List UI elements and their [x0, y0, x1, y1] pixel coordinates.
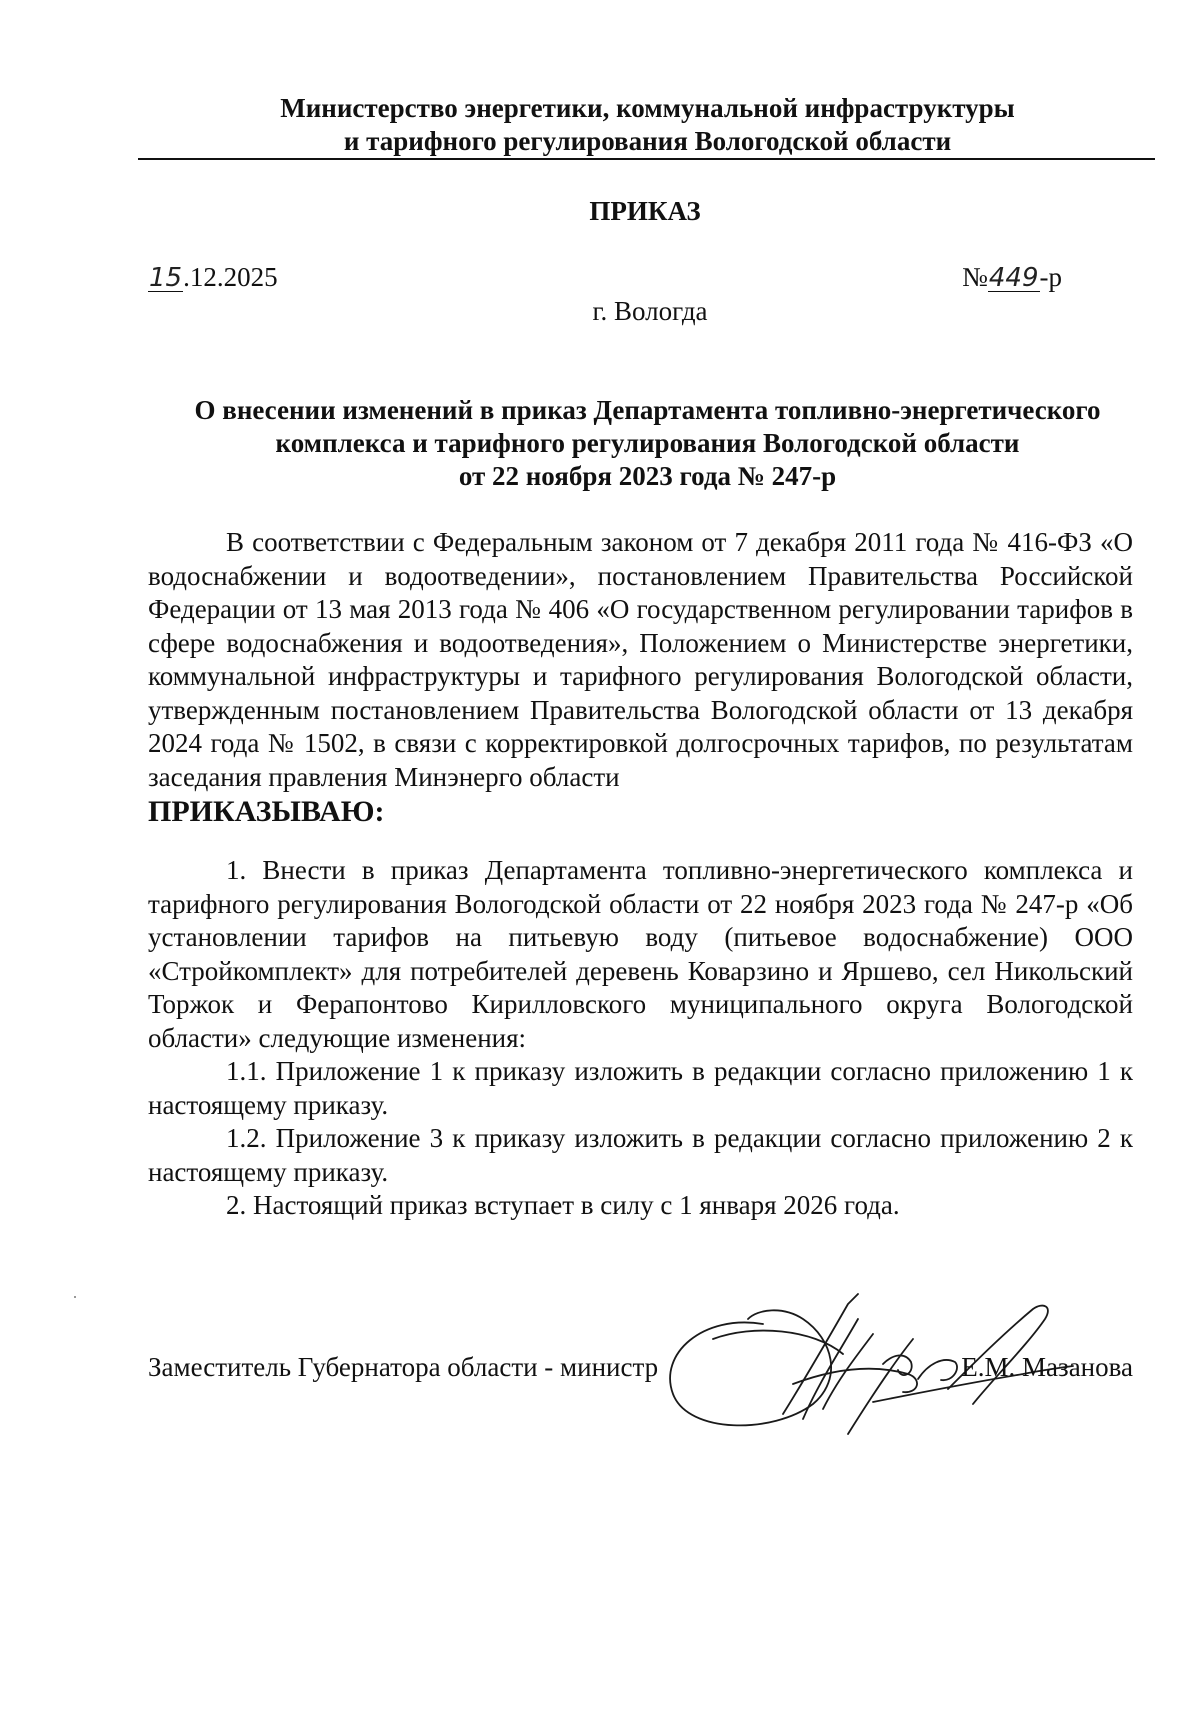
order-item-2: 2. Настоящий приказ вступает в силу с 1 января 2026 года. [226, 1190, 900, 1220]
subject-line-1: О внесении изменений в приказ Департамента топливно-энергетического [194, 395, 1101, 425]
document-number [962, 262, 1062, 293]
document-type-title: ПРИКАЗ [589, 196, 701, 226]
order-item-1: 1. Внести в приказ Департамента топливно-энергетического комплекса и тарифного регулирования Вологодской области от 22 ноября 2023 года № 247-р «Об установлении тарифов на питьевую воду (питьевое водоснабжение) ООО «Стройкомплект» для потребителей деревень Коварзино и Яршево, сел Никольский Торжок и Ферапонтово Кирилловского муниципального округа Вологодской области» следующие изменения: [148, 855, 1133, 1053]
ministry-header [140, 92, 1155, 158]
signatory-name: Е.М. Мазанова [961, 1352, 1133, 1382]
handwritten-number: 449 [988, 263, 1039, 293]
ministry-header-line-1: Министерство энергетики, коммунальной инфраструктуры [280, 93, 1015, 123]
number-suffix: -р [1039, 262, 1062, 292]
document-body [148, 526, 1133, 1223]
spacer [148, 830, 1133, 854]
signatory-role: Заместитель Губернатора области - министр [148, 1352, 659, 1382]
scan-speck [74, 1296, 76, 1298]
number-prefix: № [962, 262, 988, 292]
subject-line-3: от 22 ноября 2023 года № 247-р [458, 461, 837, 491]
ministry-header-line-2: и тарифного регулирования Вологодской области [343, 126, 952, 156]
date-rest: .12.2025 [183, 262, 278, 292]
subject-line-2: комплекса и тарифного регулирования Вологодской области [275, 428, 1020, 458]
order-item-1-1: 1.1. Приложение 1 к приказу изложить в редакции согласно приложению 1 к настоящему приказу. [148, 1056, 1133, 1120]
document-date [148, 262, 278, 293]
order-item-1-2: 1.2. Приложение 3 к приказу изложить в редакции согласно приложению 2 к настоящему приказу. [148, 1123, 1133, 1187]
document-city: г. Вологда [592, 296, 708, 326]
handwritten-day: 15 [149, 263, 183, 293]
document-subject [140, 394, 1155, 493]
preamble-paragraph: В соответствии с Федеральным законом от 7 декабря 2011 года № 416-ФЗ «О водоснабжении и водоотведении», постановлением Правительства Российской Федерации от 13 мая 2013 года № 406 «О государственном регулировании тарифов в сфере водоснабжения и водоотведения», Положением о Министерстве энергетики, коммунальной инфраструктуры и тарифного регулирования Вологодской области, утвержденным постановлением Правительства Вологодской области от 13 декабря 2024 года № 1502, в связи с корректировкой долгосрочных тарифов, по результатам заседания правления Минэнерго области [148, 527, 1133, 792]
header-divider [138, 158, 1155, 160]
order-word: ПРИКАЗЫВАЮ: [148, 795, 385, 828]
